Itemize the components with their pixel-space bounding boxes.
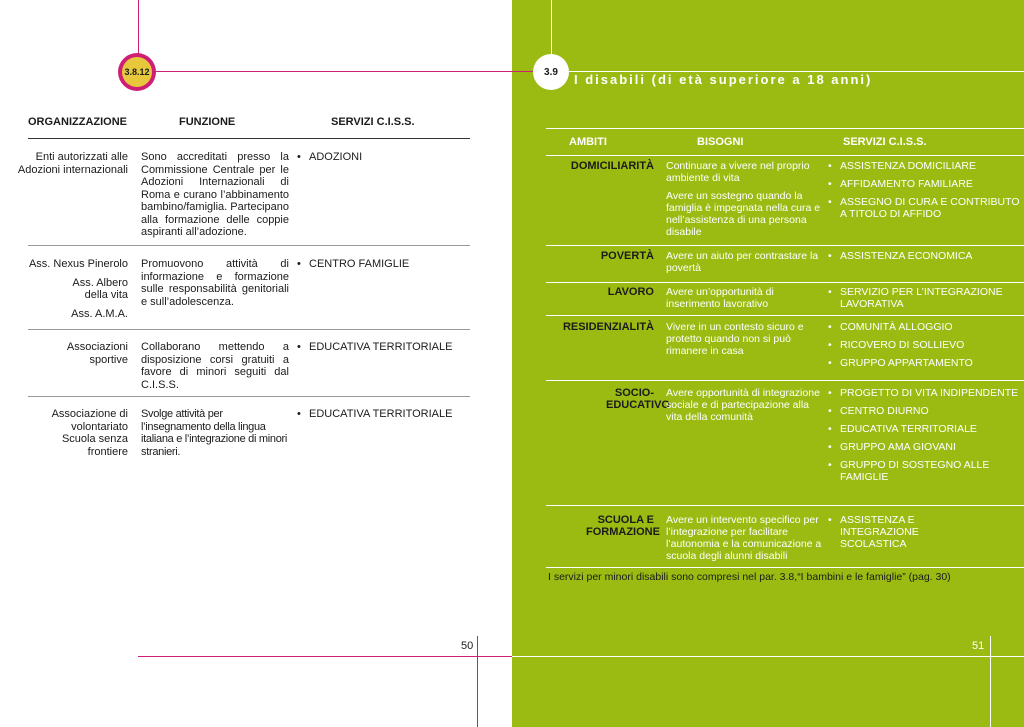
ambito-cell: LAVORO — [607, 286, 654, 298]
service-item: • EDUCATIVA TERRITORIALE — [297, 408, 472, 421]
service-item: • EDUCATIVA TERRITORIALE — [297, 341, 472, 354]
servizi-cell — [828, 514, 1024, 556]
ambito-cell: RESIDENZIALITÀ — [562, 321, 654, 333]
right-top-rule — [551, 0, 552, 55]
section-title: I disabili (di età superiore a 18 anni) — [574, 72, 873, 87]
bisogno-text: Avere un aiuto per contrastare la povertà — [666, 250, 819, 274]
page-number-right: 51 — [972, 640, 985, 652]
servizi-cell — [828, 387, 1024, 489]
service-cell — [297, 408, 472, 421]
org-name: Associazioni sportive — [66, 341, 128, 366]
right-header-rule-magenta — [512, 71, 534, 72]
right-header-divider — [546, 155, 1024, 156]
service-item: • ASSEGNO DI CURA E CONTRIBUTO A TITOLO DI AFFIDO — [828, 196, 1024, 220]
left-top-rule — [138, 0, 139, 55]
table-row — [546, 160, 1024, 245]
bisogno-text: Avere un intervento specifico per l’integrazione per facilitare l’autonomia e la comunicazione a scuola degli alunni disabili — [666, 514, 822, 562]
left-header-divider — [28, 138, 470, 139]
table-row — [546, 514, 1024, 566]
bisogno-text: Avere un sostegno quando la famiglia è impegnata nella cura e nell’assistenza di una persona disabile — [666, 190, 821, 238]
service-cell — [297, 341, 472, 354]
table-row — [0, 341, 470, 396]
org-name: Enti autorizzati alle Adozioni internazionali — [17, 151, 128, 176]
org-cell — [0, 341, 128, 372]
row-divider — [546, 245, 1024, 246]
bisogni-cell — [666, 286, 826, 316]
row-divider — [546, 315, 1024, 316]
page-number-left: 50 — [461, 640, 474, 652]
right-bottom-rule — [990, 636, 991, 727]
servizi-cell — [828, 250, 1024, 268]
footnote: I servizi per minori disabili sono compresi nel par. 3.8,“I bambini e le famiglie” (pag. 30) — [548, 571, 951, 583]
service-item: • ASSISTENZA E INTEGRAZIONE SCOLASTICA — [828, 514, 938, 550]
section-badge-right: 3.9 — [533, 54, 569, 90]
badge-left-label: 3.8.12 — [122, 57, 152, 87]
header-servizi-right: SERVIZI C.I.S.S. — [843, 136, 927, 148]
function-cell: Sono accreditati presso la Commissione Centrale per le Adozioni Internazionali di Roma e curano l’abbinamento bambino/famiglia. Partecipano alla formazione delle coppie aspiranti all’adozione. — [141, 151, 289, 238]
bisogni-cell — [666, 387, 826, 429]
header-ambiti: AMBITI — [569, 136, 607, 148]
service-item: • SERVIZIO PER L’INTEGRAZIONE LAVORATIVA — [828, 286, 1024, 310]
bisogno-text: Avere opportunità di integrazione sociale e di partecipazione alla vita della comunità — [666, 387, 820, 423]
service-item: • GRUPPO APPARTAMENTO — [828, 357, 1024, 369]
left-header-rule — [156, 71, 512, 72]
bisogni-cell — [666, 514, 826, 568]
org-name: Ass. Albero della vita — [72, 276, 128, 301]
service-item: • AFFIDAMENTO FAMILIARE — [828, 178, 1024, 190]
service-item: • ADOZIONI — [297, 151, 472, 164]
org-name: Ass. A.M.A. — [71, 307, 128, 320]
org-cell — [0, 408, 128, 464]
service-cell — [297, 151, 472, 164]
bisogni-cell — [666, 250, 826, 280]
row-divider — [28, 329, 470, 330]
header-organizzazione: ORGANIZZAZIONE — [28, 116, 127, 128]
right-table-bottom — [546, 567, 1024, 568]
ambito-cell: SCUOLA E FORMAZIONE — [586, 514, 660, 538]
bisogni-cell — [666, 321, 826, 363]
header-servizi: SERVIZI C.I.S.S. — [331, 116, 415, 128]
function-cell: Collaborano mettendo a disposizione corsi gratuiti a favore di minori seguiti dal C.I.S.S. — [141, 341, 289, 391]
servizi-cell — [828, 321, 1024, 375]
function-cell: Svolge attività per l’insegnamento della lingua italiana e l’integrazione di minori stranieri. — [141, 408, 288, 458]
table-row — [546, 387, 1024, 505]
bisogni-cell — [666, 160, 826, 244]
service-item: • RICOVERO DI SOLLIEVO — [828, 339, 1024, 351]
left-footer-rule — [138, 656, 512, 657]
section-badge-left — [118, 53, 156, 91]
service-item: • EDUCATIVA TERRITORIALE — [828, 423, 1024, 435]
table-row — [0, 151, 470, 241]
ambito-cell: DOMICILIARITÀ — [570, 160, 654, 172]
service-cell — [297, 258, 472, 271]
function-cell: Promuovono attività di informazione e formazione sulle responsabilità genitoriali e sull’adolescenza. — [141, 258, 289, 308]
bisogno-text: Continuare a vivere nel proprio ambiente di vita — [666, 160, 810, 184]
service-item: • COMUNITÀ ALLOGGIO — [828, 321, 1024, 333]
right-footer-rule — [512, 656, 1024, 657]
row-divider — [546, 380, 1024, 381]
right-table-top — [546, 128, 1024, 129]
service-item: • GRUPPO DI SOSTEGNO ALLE FAMIGLIE — [828, 459, 1024, 483]
org-cell — [0, 258, 128, 326]
service-item: • PROGETTO DI VITA INDIPENDENTE — [828, 387, 1024, 399]
service-item: • CENTRO DIURNO — [828, 405, 1024, 417]
bisogno-text: Avere un’opportunità di inserimento lavorativo — [666, 286, 774, 310]
servizi-cell — [828, 286, 1024, 316]
table-row — [546, 250, 1024, 280]
row-divider — [28, 396, 470, 397]
ambito-cell: POVERTÀ — [600, 250, 654, 262]
header-funzione: FUNZIONE — [179, 116, 236, 128]
left-bottom-rule — [477, 636, 478, 727]
org-cell — [0, 151, 128, 182]
row-divider — [546, 282, 1024, 283]
service-item: • ASSISTENZA ECONOMICA — [828, 250, 1024, 262]
service-item: • CENTRO FAMIGLIE — [297, 258, 472, 271]
header-bisogni: BISOGNI — [697, 136, 744, 148]
row-divider — [28, 245, 470, 246]
org-name: Associazione di volontariato Scuola senza frontiere — [51, 408, 128, 458]
service-item: • ASSISTENZA DOMICILIARE — [828, 160, 1024, 172]
table-row — [546, 321, 1024, 379]
row-divider — [546, 505, 1024, 506]
ambito-cell: SOCIO-EDUCATIVO — [606, 387, 670, 411]
org-name: Ass. Nexus Pinerolo — [28, 258, 128, 270]
table-row — [546, 286, 1024, 314]
service-item: • GRUPPO AMA GIOVANI — [828, 441, 1024, 453]
table-row — [0, 408, 470, 463]
bisogno-text: Vivere in un contesto sicuro e protetto quando non si può rimanere in casa — [666, 321, 804, 357]
table-row — [0, 258, 470, 330]
servizi-cell — [828, 160, 1024, 226]
